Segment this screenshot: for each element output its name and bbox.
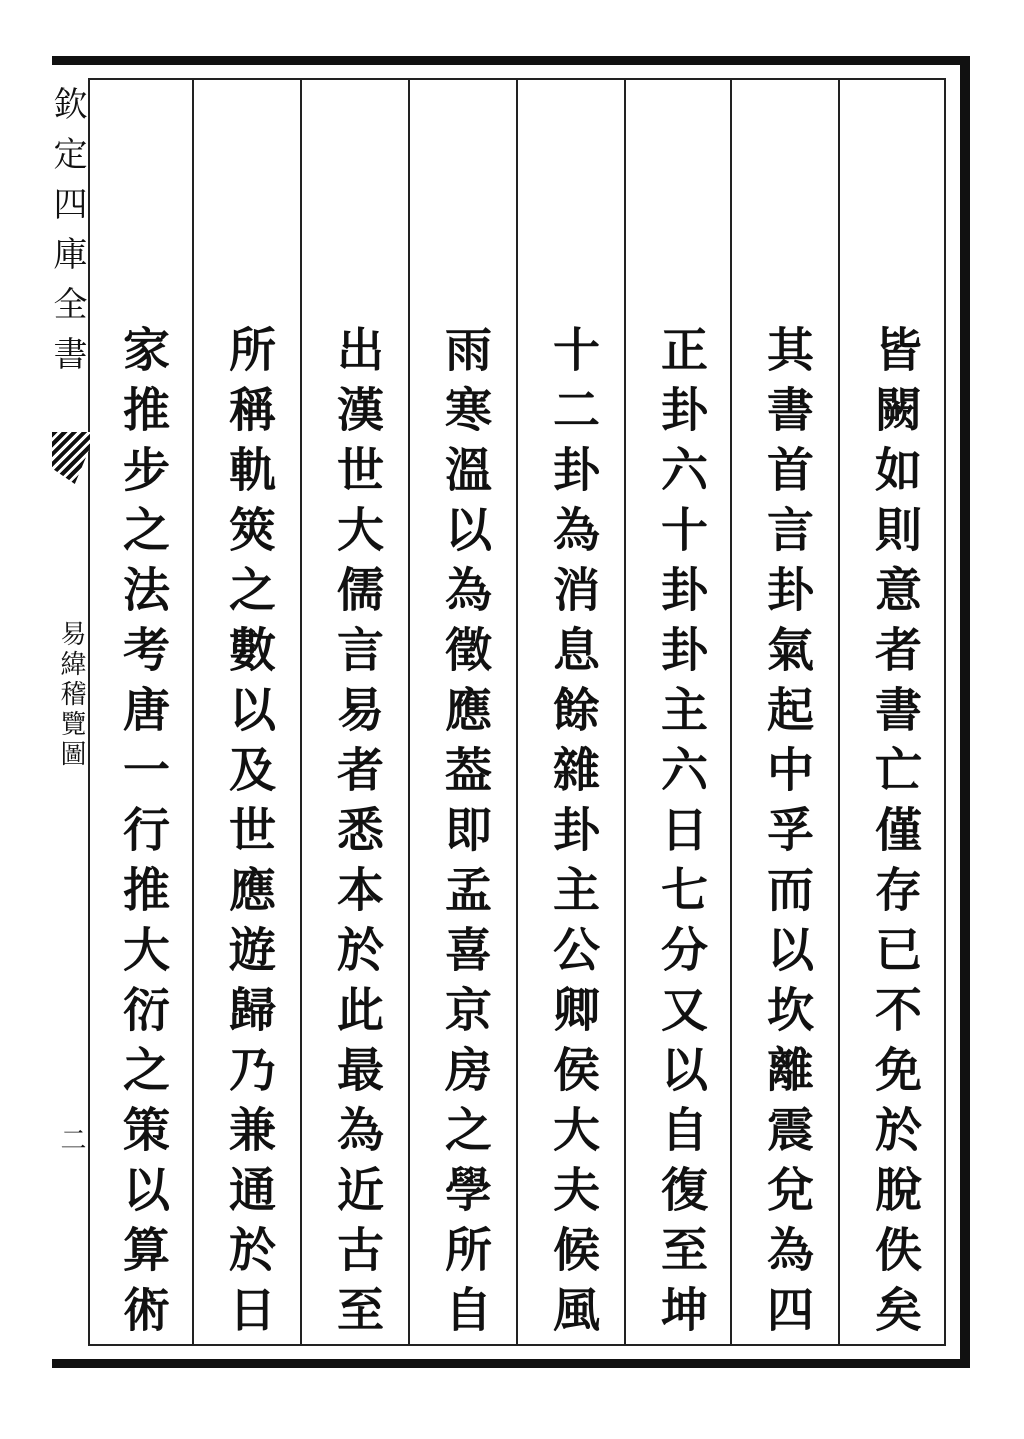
frame-right-border	[960, 56, 970, 1368]
margin-divider	[88, 78, 90, 1346]
frame-top-border	[52, 56, 970, 65]
series-title: 欽定四庫全書	[47, 86, 87, 386]
column-rule	[730, 78, 732, 1346]
frame-right-inner-line	[944, 78, 946, 1346]
text-column-3: 正卦六十卦卦主六日七分又以自復至坤	[653, 325, 708, 1345]
text-column-6: 出漢世大儒言易者悉本於此最為近古至	[329, 325, 384, 1345]
book-title: 易緯稽覽圖	[56, 620, 86, 770]
text-column-4: 十二卦為消息餘雜卦主公卿侯大夫候風	[545, 325, 600, 1345]
text-column-5: 雨寒溫以為徵應葢即孟喜京房之學所自	[437, 325, 492, 1345]
column-rule	[516, 78, 518, 1346]
text-column-1: 皆闕如則意者書亡僅存已不免於脫佚矣	[867, 325, 922, 1345]
text-column-7: 所稱軌筴之數以及世應遊歸乃兼通於日	[221, 325, 276, 1345]
text-column-8: 家推步之法考唐一行推大衍之策以算術	[115, 325, 170, 1345]
frame-bottom-border	[52, 1359, 970, 1368]
text-column-2: 其書首言卦氣起中孚而以坎離震兌為四	[759, 325, 814, 1345]
column-rule	[192, 78, 194, 1346]
column-rule	[300, 78, 302, 1346]
fishtail-marker	[52, 432, 90, 484]
column-rule	[408, 78, 410, 1346]
page-number: 二	[56, 1126, 86, 1152]
column-rule	[624, 78, 626, 1346]
column-rule	[838, 78, 840, 1346]
frame-inner-top-line	[90, 78, 946, 80]
